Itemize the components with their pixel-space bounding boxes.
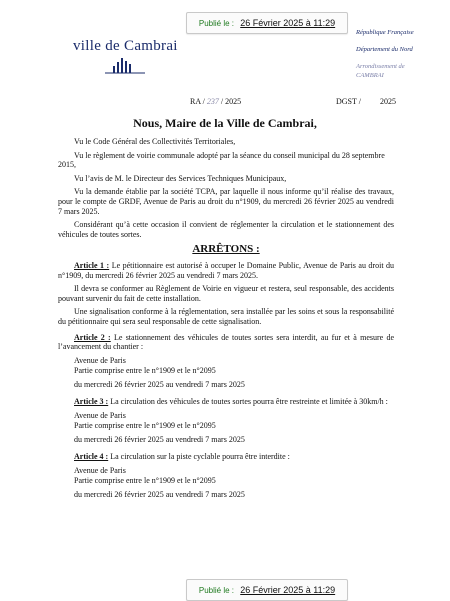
ra-year: / 2025	[220, 97, 242, 106]
article-2-text: Le stationnement des véhicules de toutes sortes sera interdit, au fur et à mesure de l’avancement du chantier :	[58, 332, 395, 352]
article-4-location	[74, 466, 394, 486]
article-3-location	[74, 411, 394, 431]
article-3-label: Article 3 :	[74, 397, 109, 407]
department-label: Département du Nord	[356, 46, 413, 54]
article-4-text: La circulation sur la piste cyclable pourra être interdite :	[110, 452, 290, 462]
country-label: République Française	[356, 29, 414, 36]
arrondissement-city: CAMBRAI	[356, 72, 384, 80]
dgst-year: 2025	[380, 97, 396, 106]
article-3-range: Partie comprise entre le n°1909 et le n°2095	[74, 420, 216, 430]
cathedral-icon	[103, 56, 147, 74]
article-3-dates: du mercredi 26 février 2025 au vendredi 7 mars 2025	[74, 434, 245, 444]
ra-reference	[190, 97, 241, 106]
article-3	[58, 397, 394, 407]
article-2-label: Article 2 :	[74, 332, 111, 342]
vu-reglement: Vu le règlement de voirie communale adopté par la séance du conseil municipal du 28 septembre 2015,	[58, 150, 385, 170]
vu-avis: Vu l’avis de M. le Directeur des Services Techniques Municipaux,	[74, 173, 287, 183]
article-1-paragraph-3: Une signalisation conforme à la réglementation, sera installée par les soins et sous la responsabilité du pétitionnaire qui sera seul responsable de cette signalisation.	[58, 307, 394, 326]
vu-cgct: Vu le Code Général des Collectivités Territoriales,	[74, 137, 236, 146]
article-4-label: Article 4 :	[74, 452, 109, 462]
publication-stamp-bottom	[186, 579, 348, 601]
publication-stamp-top	[186, 12, 348, 34]
article-2	[58, 333, 394, 352]
stamp-label: Publié le :	[198, 586, 234, 595]
ra-number: 237	[206, 97, 219, 106]
arrondissement-label: Arrondissement de	[356, 63, 405, 71]
article-1-label: Article 1 :	[74, 260, 110, 270]
city-logo	[73, 38, 183, 74]
article-3-street: Avenue de Paris	[74, 410, 126, 420]
dgst-reference: DGST /	[336, 97, 361, 106]
article-3-text: La circulation des véhicules de toutes sortes pourra être restreinte et limitée à 30km/h :	[110, 397, 388, 407]
stamp-date: 26 Février 2025 à 11:29	[240, 18, 336, 28]
article-2-range: Partie comprise entre le n°1909 et le n°2095	[74, 365, 216, 375]
article-4	[58, 452, 394, 462]
article-2-street: Avenue de Paris	[74, 355, 126, 365]
arretons-heading: ARRÊTONS :	[192, 243, 260, 256]
article-1-text: Le pétitionnaire est autorisé à occuper le Domaine Public, Avenue de Paris au droit du n°1909, du mercredi 26 février 2025 au vendredi 7 mars 2025.	[58, 260, 395, 280]
ra-prefix: RA /	[190, 97, 205, 106]
article-2-location	[74, 356, 394, 376]
article-4-range: Partie comprise entre le n°1909 et le n°2095	[74, 476, 216, 486]
vu-demande: Vu la demande établie par la société TCPA, par laquelle il nous informe qu’il réalise des travaux, pour le compte de GRDF, Avenue de Paris au droit du n°1909, du mercredi 26 février 2025 au vendredi 7 mars 2025.	[58, 187, 394, 216]
administrative-header	[356, 28, 448, 80]
stamp-label: Publié le :	[198, 19, 234, 28]
article-1-paragraph-2: Il devra se conformer au Règlement de Voirie en vigueur et restera, seul responsable, des accidents pouvant survenir du fait de cette installation.	[58, 284, 394, 303]
document-body	[58, 137, 394, 508]
logo-text: ville de Cambrai	[73, 38, 178, 54]
considerant: Considérant qu’à cette occasion il convient de réglementer la circulation et le stationnement des véhicules de toutes sortes.	[58, 220, 394, 239]
article-4-dates: du mercredi 26 février 2025 au vendredi 7 mars 2025	[74, 490, 245, 500]
document-title: Nous, Maire de la Ville de Cambrai,	[133, 116, 317, 130]
article-1	[58, 261, 394, 280]
article-4-street: Avenue de Paris	[74, 466, 126, 476]
stamp-date: 26 Février 2025 à 11:29	[240, 585, 336, 595]
article-2-dates: du mercredi 26 février 2025 au vendredi 7 mars 2025	[74, 379, 245, 389]
